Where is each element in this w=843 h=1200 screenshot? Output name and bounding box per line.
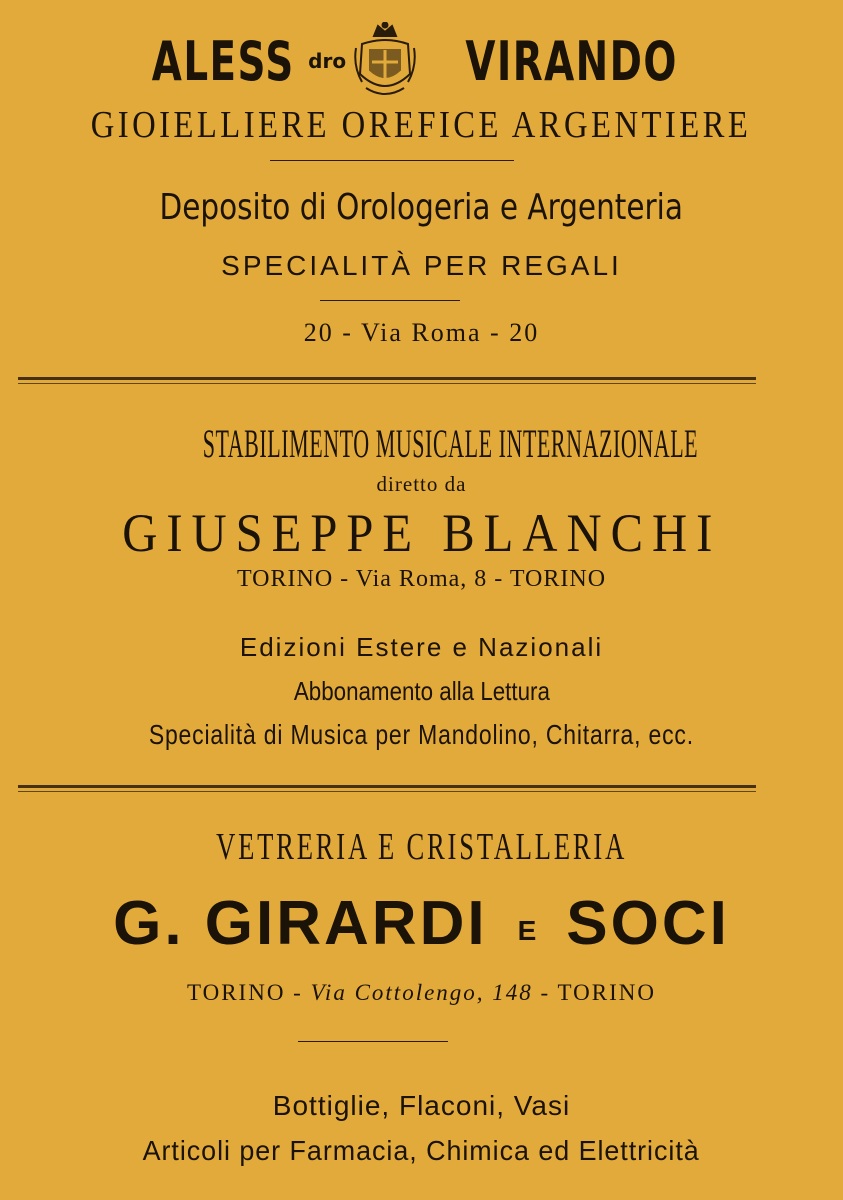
glass-address — [0, 980, 843, 1006]
royal-crest-icon — [352, 22, 418, 100]
glass-company-name — [0, 888, 843, 968]
glass-company-name-last: SOCI — [566, 889, 730, 958]
section-divider-2 — [18, 785, 756, 793]
music-directed-by: diretto da — [376, 472, 467, 496]
glass-heading — [0, 825, 843, 869]
jeweller-name-superscript: dro — [308, 49, 347, 73]
music-line-2-text: Abbonamento alla Lettura — [293, 676, 550, 706]
glass-address-city-2: - TORINO — [532, 980, 657, 1005]
glass-company-name-first: G. GIRARDI — [113, 889, 488, 958]
jeweller-name-first: ALESS — [151, 29, 295, 93]
glass-line-1: Bottiglie, Flaconi, Vasi — [272, 1090, 571, 1121]
jeweller-trade-text: GIOIELLIERE OREFICE ARGENTIERE — [91, 104, 752, 146]
glass-address-city-1: TORINO - — [186, 980, 311, 1005]
music-line-1 — [0, 632, 843, 663]
divider-short — [270, 160, 514, 161]
glass-company-name-conjunction: E — [517, 915, 537, 946]
glass-line-2-text: Articoli per Farmacia, Chimica ed Elettricità — [142, 1135, 701, 1166]
glass-heading-text: VETRERIA E CRISTALLERIA — [215, 826, 628, 868]
glass-address-street: Via Cottolengo, 148 — [310, 980, 533, 1005]
music-line-3 — [0, 719, 843, 752]
jeweller-address: 20 - Via Roma - 20 — [303, 318, 540, 347]
glass-line-2 — [0, 1135, 843, 1167]
music-heading-text: STABILIMENTO MUSICALE INTERNAZIONALE — [202, 421, 699, 466]
music-owner-name-text: GIUSEPPE BLANCHI — [121, 503, 721, 563]
jeweller-name — [0, 22, 843, 92]
music-line-3-text: Specialità di Musica per Mandolino, Chitarra, ecc. — [148, 719, 695, 750]
jeweller-name-last: VIRANDO — [465, 29, 678, 93]
section-divider-1 — [18, 377, 756, 385]
deposit-line — [0, 186, 843, 228]
music-heading — [0, 420, 843, 467]
specialty-line: SPECIALITÀ PER REGALI — [221, 250, 622, 281]
music-line-2 — [0, 676, 843, 707]
deposit-text: Deposito di Orologeria e Argenteria — [159, 187, 684, 228]
music-address: TORINO - Via Roma, 8 - TORINO — [236, 566, 607, 592]
divider-short-3 — [298, 1041, 448, 1042]
music-owner-name — [0, 502, 843, 564]
music-line-1-text: Edizioni Estere e Nazionali — [239, 632, 604, 662]
divider-short-2 — [320, 300, 460, 301]
jeweller-trade — [0, 103, 843, 147]
